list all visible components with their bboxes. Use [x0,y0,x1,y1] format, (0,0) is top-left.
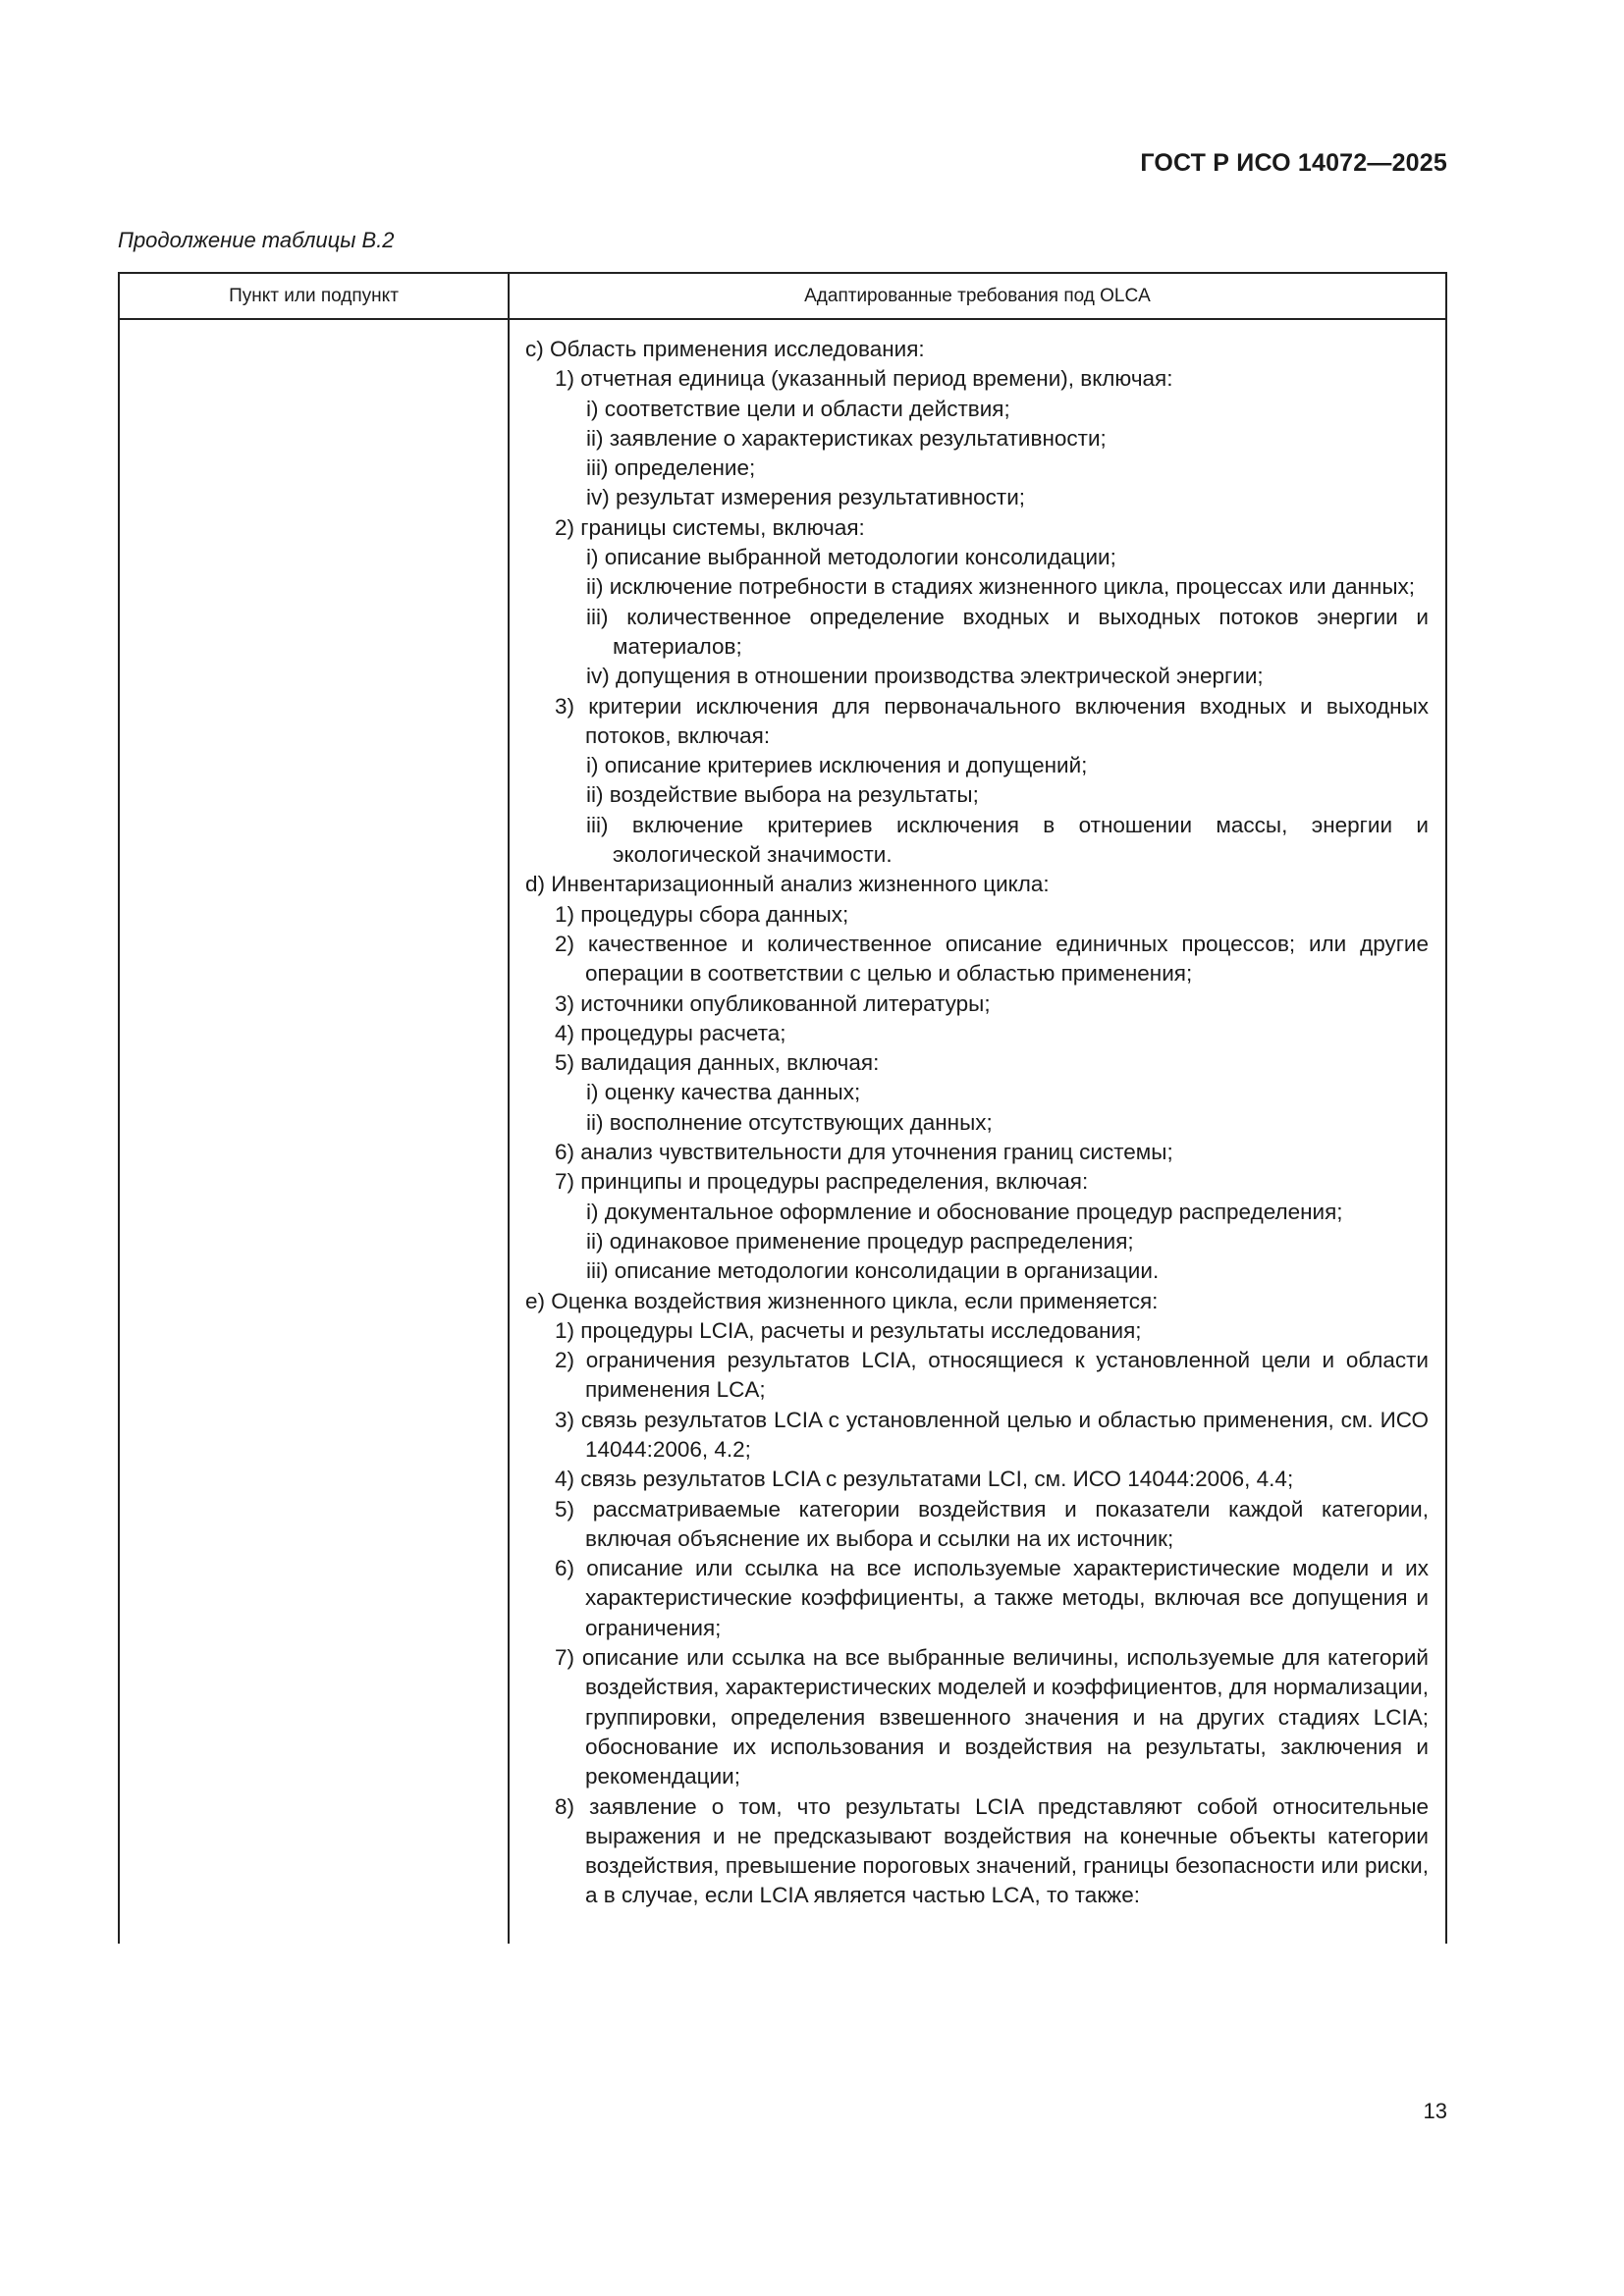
requirement-item: 8) заявление о том, что результаты LCIA представляют собой относительные выражения и не предсказывают воздействия на конечные объекты категории воздействия, превышение пороговых значений, границы безопасности или риски, а в случае, если LCIA является частью LCA, то также: [555,1793,1429,1908]
requirement-item: iii) определение; [586,455,756,481]
requirement-item: i) оценку качества данных; [586,1080,861,1105]
requirement-item: 1) процедуры сбора данных; [555,901,849,927]
requirement-item: 2) качественное и количественное описание единичных процессов; или другие операции в соответствии с целью и областью применения; [555,931,1429,987]
requirement-item: i) документальное оформление и обоснование процедур распределения; [586,1199,1343,1224]
requirement-item: 5) валидация данных, включая: [555,1050,880,1076]
requirement-item: ii) одинаковое применение процедур распределения; [586,1228,1134,1254]
requirement-item: d) Инвентаризационный анализ жизненного цикла: [525,872,1050,897]
requirement-item: 6) описание или ссылка на все используемые характеристические модели и их характеристические коэффициенты, а также методы, включая все допущения и ограничения; [555,1556,1429,1640]
requirement-item: iii) включение критериев исключения в отношении массы, энергии и экологической значимости. [586,812,1429,868]
requirement-item: 6) анализ чувствительности для уточнения границ системы; [555,1140,1173,1165]
requirement-item: 2) ограничения результатов LCIA, относящиеся к установленной цели и области применения LCA; [555,1348,1429,1403]
requirement-item: iii) количественное определение входных и выходных потоков энергии и материалов; [586,604,1429,659]
column-header-clause: Пункт или подпункт [229,286,399,306]
requirement-item: ii) исключение потребности в стадиях жизненного цикла, процессах или данных; [586,574,1416,600]
requirement-item: c) Область применения исследования: [525,337,925,361]
requirement-item: ii) восполнение отсутствующих данных; [586,1109,993,1135]
header-divider [120,318,1445,320]
table-caption: Продолжение таблицы В.2 [118,228,395,252]
requirement-item: 2) границы системы, включая: [555,514,865,540]
standard-code: ГОСТ Р ИСО 14072—2025 [1140,149,1447,177]
requirement-item: ii) воздействие выбора на результаты; [586,782,979,808]
requirements-table [118,272,1447,1944]
requirement-item: iii) описание методологии консолидации в организации. [586,1258,1160,1284]
requirement-item: i) описание критериев исключения и допущений; [586,753,1088,778]
requirement-item: 1) отчетная единица (указанный период времени), включая: [555,366,1173,392]
requirements-cell [525,335,1429,1911]
requirement-item: iv) результат измерения результативности; [586,485,1026,510]
requirement-item: 7) описание или ссылка на все выбранные величины, используемые для категорий воздействия, характеристических моделей и коэффициентов, для нормализации, группировки, определения взвешенного значения и на других стадиях LCIA; обоснование их использования и воздействия на результаты, заключения и рекомендации; [555,1645,1429,1789]
requirement-item: 3) источники опубликованной литературы; [555,990,991,1016]
requirement-item: 5) рассматриваемые категории воздействия и показатели каждой категории, включая объяснение их выбора и ссылки на их источник; [555,1496,1429,1551]
requirement-item: iv) допущения в отношении производства электрической энергии; [586,664,1264,689]
column-divider [508,274,510,1944]
requirement-item: 7) принципы и процедуры распределения, включая: [555,1169,1089,1195]
requirement-item: e) Оценка воздействия жизненного цикла, если применяется: [525,1288,1159,1313]
requirement-item: i) описание выбранной методологии консолидации; [586,545,1116,570]
requirement-item: 1) процедуры LCIA, расчеты и результаты исследования; [555,1317,1142,1343]
requirement-item: ii) заявление о характеристиках результативности; [586,425,1107,451]
page-number: 13 [1423,2099,1447,2123]
requirement-item: 4) связь результатов LCIA с результатами LCI, см. ИСО 14044:2006, 4.4; [555,1467,1294,1492]
requirement-item: 3) критерии исключения для первоначального включения входных и выходных потоков, включая: [555,693,1429,748]
column-header-requirements: Адаптированные требования под OLCA [804,286,1151,306]
requirement-item: i) соответствие цели и области действия; [586,396,1010,421]
requirement-item: 4) процедуры расчета; [555,1020,786,1045]
requirement-item: 3) связь результатов LCIA с установленной целью и областью применения, см. ИСО 14044:2006, 4.2; [555,1407,1429,1462]
